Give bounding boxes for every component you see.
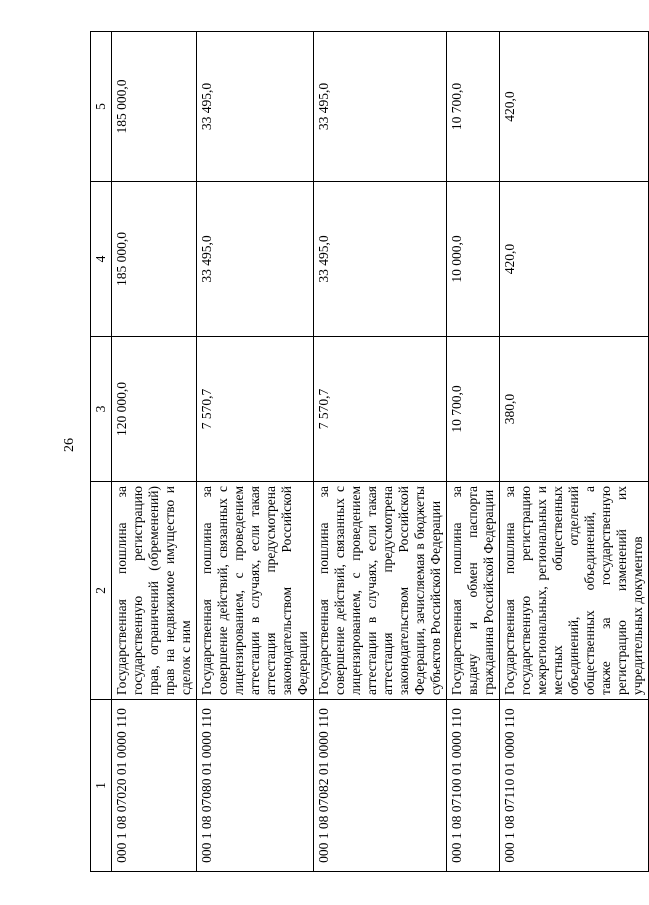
row-col5: 10 700,0 <box>447 32 500 182</box>
col-header-4: 4 <box>91 182 112 337</box>
row-col3: 120 000,0 <box>112 337 197 482</box>
row-code: 000 1 08 07080 01 0000 110 <box>197 700 314 872</box>
row-col3: 7 570,7 <box>197 337 314 482</box>
row-col4: 10 000,0 <box>447 182 500 337</box>
table-row <box>112 32 197 872</box>
page-number: 26 <box>62 438 77 452</box>
row-code: 000 1 08 07100 01 0000 110 <box>447 700 500 872</box>
budget-table <box>90 31 649 872</box>
table-row <box>197 32 314 872</box>
col-header-5: 5 <box>91 32 112 182</box>
row-col4: 33 495,0 <box>314 182 447 337</box>
table-row <box>314 32 447 872</box>
row-col4: 33 495,0 <box>197 182 314 337</box>
row-col3: 380,0 <box>500 337 649 482</box>
row-description: Государственная пошлина за совершение действий, связанных с лицензированием, с проведением аттестации в случаях, если такая аттестация предусмотрена законодательством Российской Федерации <box>197 482 314 700</box>
row-description: Государственная пошлина за государственную регистрацию прав, ограничений (обременений) прав на недвижимое имущество и сделок с ним <box>112 482 197 700</box>
row-col3: 10 700,0 <box>447 337 500 482</box>
col-header-3: 3 <box>91 337 112 482</box>
table-row <box>500 32 649 872</box>
rotated-table-container <box>90 32 645 872</box>
row-description: Государственная пошлина за государственную регистрацию межрегиональных, региональных и местных общественных объединений, отделений общественных объединений, а также за государственную регистрацию изменений их учредительных документов <box>500 482 649 700</box>
row-col5: 420,0 <box>500 32 649 182</box>
header-row <box>91 32 112 872</box>
row-col3: 7 570,7 <box>314 337 447 482</box>
row-col5: 185 000,0 <box>112 32 197 182</box>
row-description: Государственная пошлина за совершение действий, связанных с лицензированием, с проведением аттестации в случаях, если такая аттестация предусмотрена законодательством Российской Федерации, зачисляемая в бюджеты субъектов Российской Федерации <box>314 482 447 700</box>
row-code: 000 1 08 07110 01 0000 110 <box>500 700 649 872</box>
row-col4: 185 000,0 <box>112 182 197 337</box>
row-code: 000 1 08 07082 01 0000 110 <box>314 700 447 872</box>
row-col4: 420,0 <box>500 182 649 337</box>
col-header-1: 1 <box>91 700 112 872</box>
col-header-2: 2 <box>91 482 112 700</box>
table-row <box>447 32 500 872</box>
row-code: 000 1 08 07020 01 0000 110 <box>112 700 197 872</box>
row-description: Государственная пошлина за выдачу и обмен паспорта гражданина Российской Федерации <box>447 482 500 700</box>
row-col5: 33 495,0 <box>197 32 314 182</box>
row-col5: 33 495,0 <box>314 32 447 182</box>
